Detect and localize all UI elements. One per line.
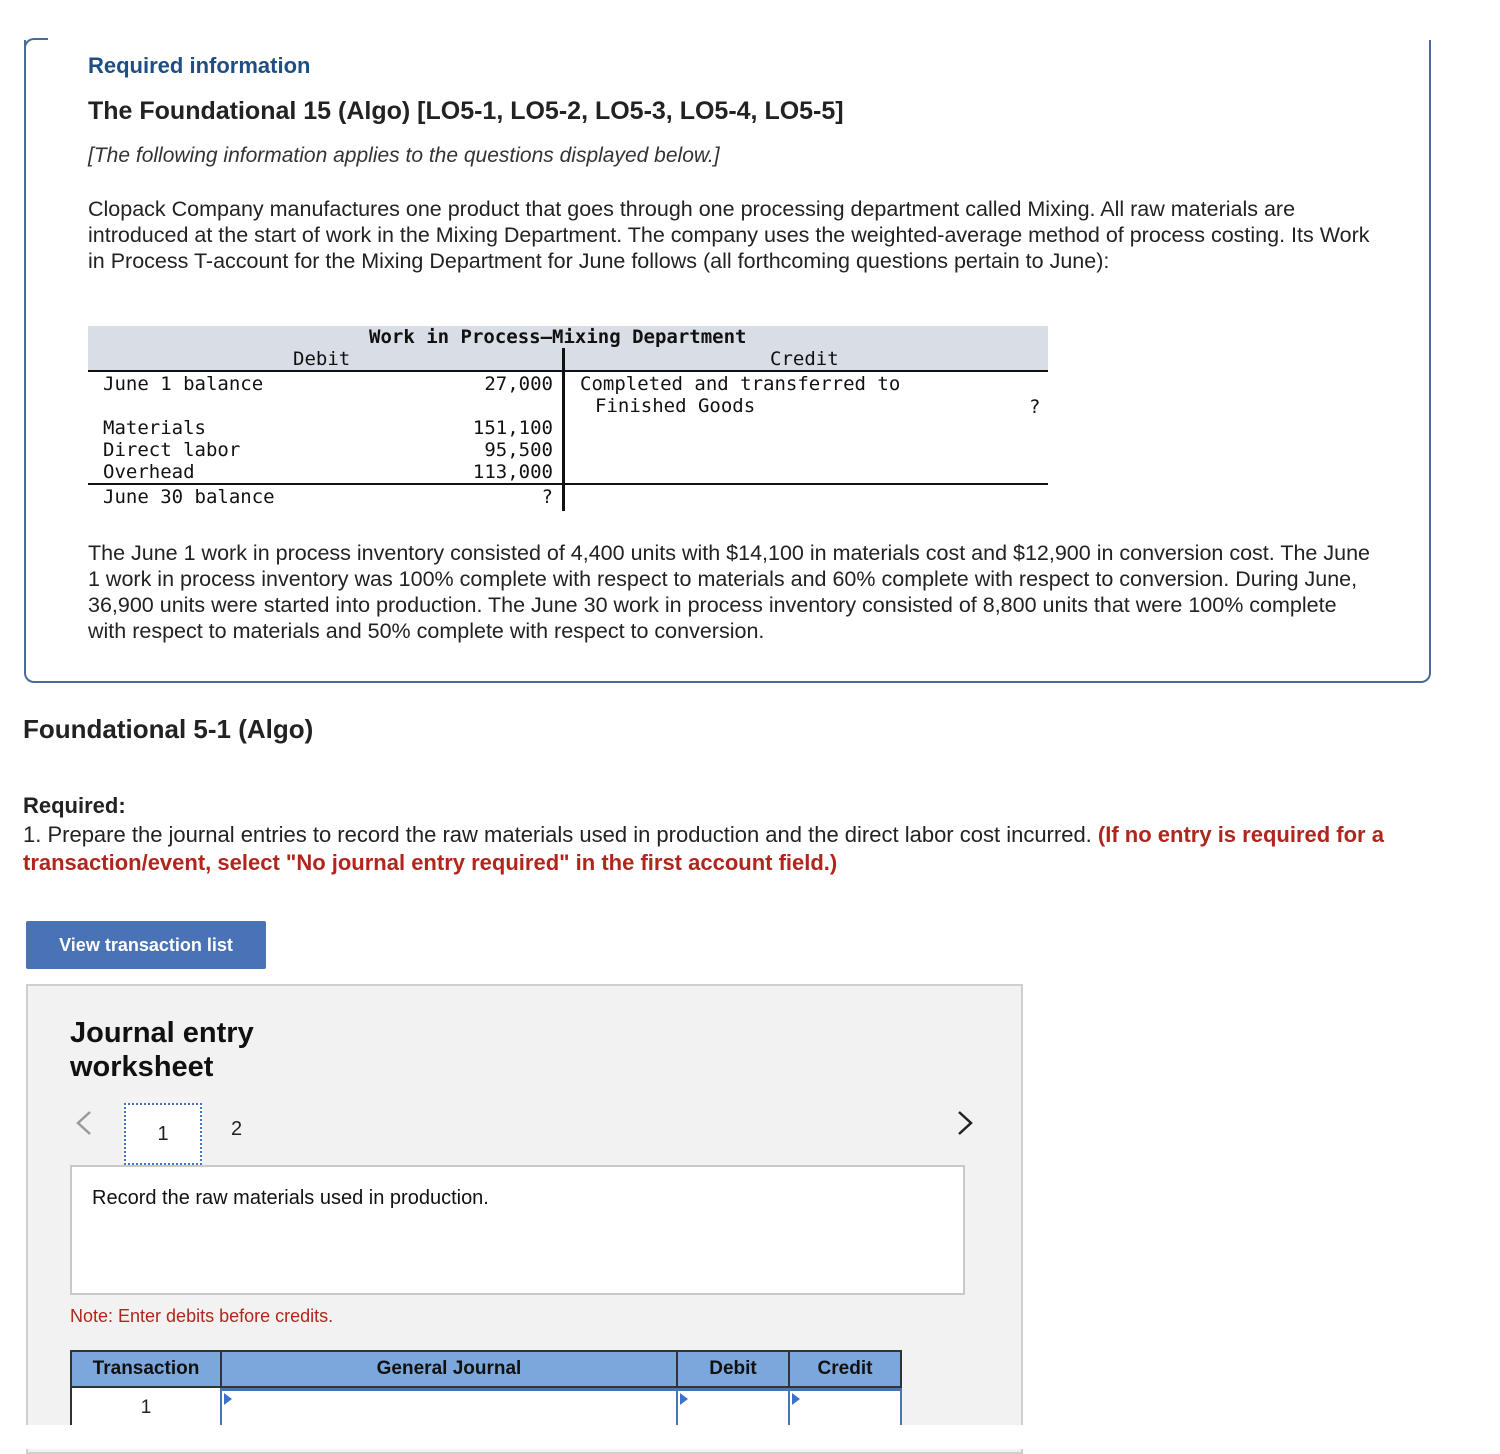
debit-input[interactable] bbox=[676, 1388, 790, 1428]
applies-note: [The following information applies to the questions displayed below.] bbox=[88, 144, 720, 167]
june30-balance-value: ? bbox=[541, 486, 553, 508]
credit-header: Credit bbox=[770, 348, 839, 370]
instruction-text: Record the raw materials used in production. bbox=[92, 1187, 489, 1209]
debit-column-header: Debit bbox=[676, 1350, 790, 1388]
worksheet-tab-2[interactable]: 2 bbox=[231, 1118, 243, 1140]
intro-paragraph: Clopack Company manufactures one product that goes through one processing department called Mixing. All raw materials are introduced at the start of work in the Mixing Department. The company uses the weighted-average method of process costing. Its Work in Process T-account for the Mixing Department for June follows (all forthcoming questions pertain to June): bbox=[88, 197, 1370, 273]
general-journal-header: General Journal bbox=[220, 1350, 678, 1388]
required-instructions bbox=[23, 821, 1443, 877]
credit-input[interactable] bbox=[788, 1388, 902, 1428]
required-information-heading: Required information bbox=[88, 53, 311, 78]
credit-label-line2: Finished Goods bbox=[595, 395, 756, 417]
required-red-note: (If no entry is required for a transaction/event, select "No journal entry required" in the first account field.) bbox=[23, 822, 1384, 875]
worksheet-tab-1[interactable]: 1 bbox=[124, 1103, 202, 1165]
t-account-title: Work in Process–Mixing Department bbox=[369, 326, 747, 348]
materials-value: 151,100 bbox=[472, 417, 553, 439]
worksheet-title-line2: worksheet bbox=[70, 1051, 214, 1083]
direct-labor-label: Direct labor bbox=[103, 439, 241, 461]
transaction-number: 1 bbox=[70, 1388, 222, 1428]
next-arrow-icon[interactable] bbox=[955, 1108, 975, 1145]
credit-column-header: Credit bbox=[788, 1350, 902, 1388]
page-bottom bbox=[0, 1425, 1500, 1449]
credit-value: ? bbox=[1029, 396, 1041, 418]
required-label: Required: bbox=[23, 793, 126, 818]
june1-balance-value: 27,000 bbox=[484, 373, 553, 395]
general-journal-input[interactable] bbox=[220, 1388, 678, 1428]
problem-title: The Foundational 15 (Algo) [LO5-1, LO5-2, LO5-3, LO5-4, LO5-5] bbox=[88, 97, 844, 125]
t-account-table bbox=[88, 326, 1048, 511]
required-text: 1. Prepare the journal entries to record the raw materials used in production and the direct labor cost incurred. bbox=[23, 822, 1092, 847]
credit-label-line1: Completed and transferred to bbox=[580, 373, 901, 395]
inventory-paragraph: The June 1 work in process inventory consisted of 4,400 units with $14,100 in materials cost and $12,900 in conversion cost. The June 1 work in process inventory was 100% complete with respect to materials and 60% complete with respect to conversion. During June, 36,900 units were started into production. The June 30 work in process inventory consisted of 8,800 units that were 100% complete with respect to materials and 50% complete with respect to conversion. bbox=[88, 541, 1370, 643]
direct-labor-value: 95,500 bbox=[484, 439, 553, 461]
worksheet-title-line1: Journal entry bbox=[70, 1017, 254, 1049]
instruction-box bbox=[70, 1165, 965, 1295]
debit-header: Debit bbox=[293, 348, 351, 370]
view-transaction-list-button[interactable]: View transaction list bbox=[26, 921, 266, 969]
question-heading: Foundational 5-1 (Algo) bbox=[23, 714, 314, 744]
prev-arrow-icon[interactable] bbox=[74, 1108, 94, 1145]
overhead-label: Overhead bbox=[103, 461, 195, 483]
materials-label: Materials bbox=[103, 417, 206, 439]
worksheet-title bbox=[70, 1016, 254, 1084]
debits-note: Note: Enter debits before credits. bbox=[70, 1306, 334, 1326]
transaction-header: Transaction bbox=[70, 1350, 222, 1388]
june1-balance-label: June 1 balance bbox=[103, 373, 264, 395]
overhead-value: 113,000 bbox=[472, 461, 553, 483]
june30-balance-label: June 30 balance bbox=[103, 486, 275, 508]
